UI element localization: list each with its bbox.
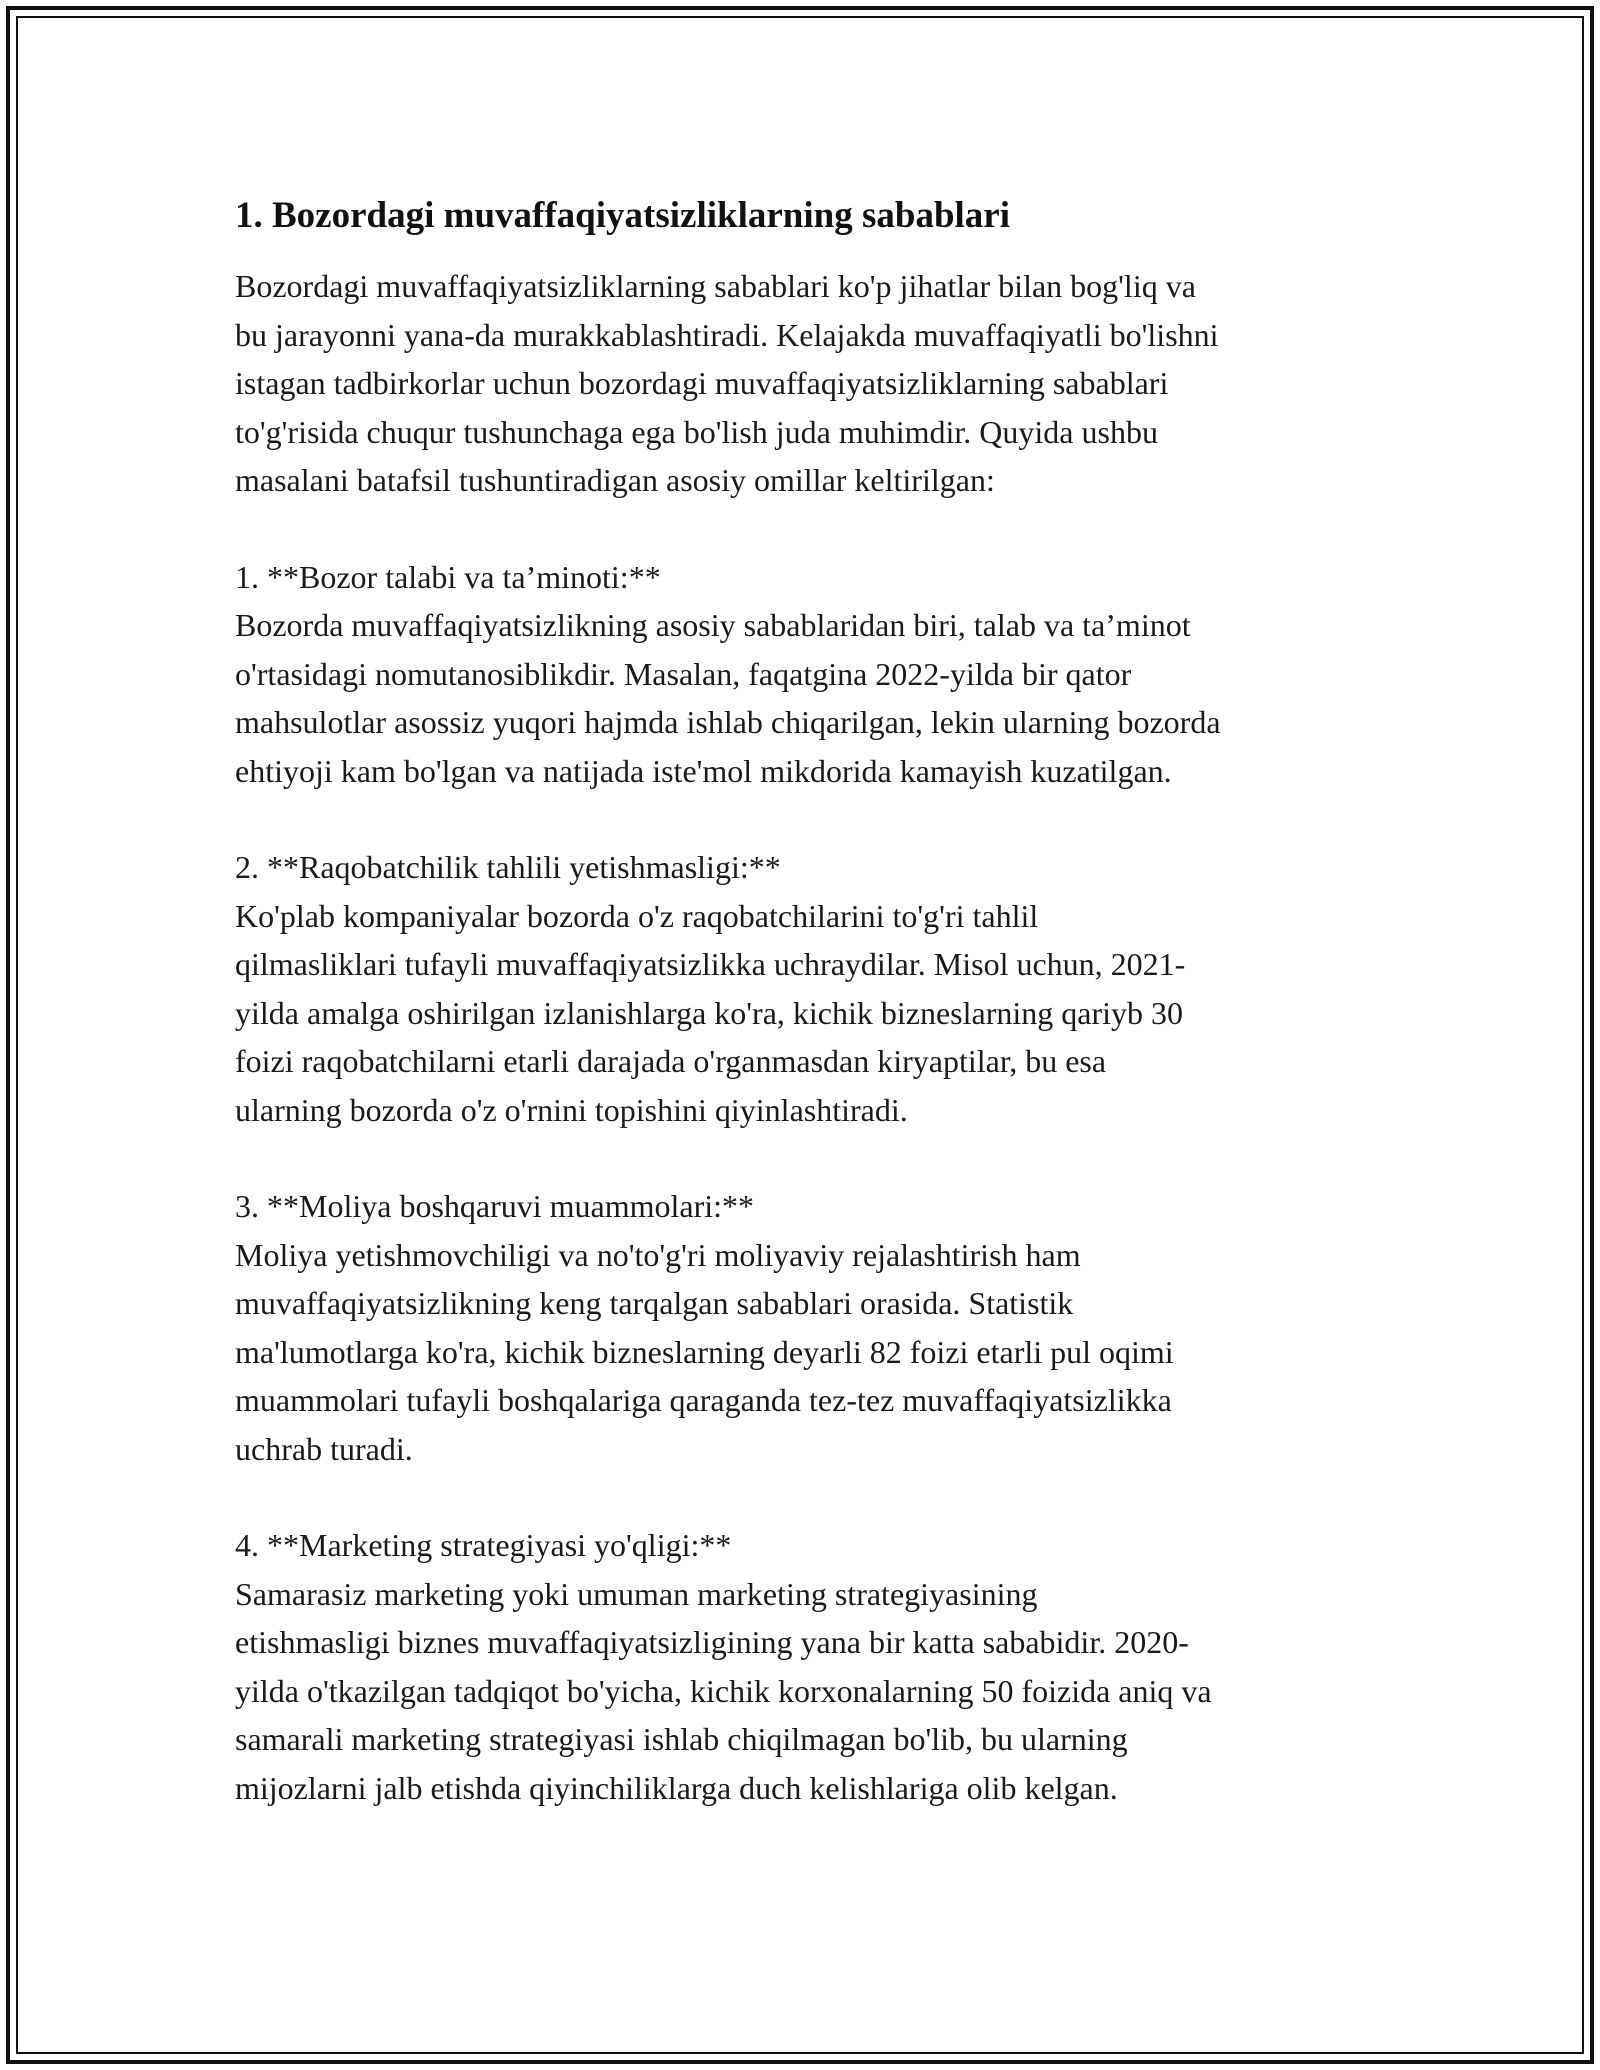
section-heading: 4. **Marketing strategiyasi yo'qligi:** <box>235 1527 732 1563</box>
section-heading: 1. **Bozor talabi va ta’minoti:** <box>235 558 661 595</box>
document-title: 1. Bozordagi muvaffaqiyatsizliklarning sabablari <box>235 195 1011 236</box>
section-body: Samarasiz marketing yoki umuman marketing strategiyasining etishmasligi biznes muvaffaqiyatsizligining yana bir katta sababidir. 2020- yilda o'tkazilgan tadqiqot bo'yicha, kichik korxonalarning 50 foizida aniq va samarali marketing strategiyasi ishlab chiqilmagan bo'lib, bu ularning mijozlarni jalb etishda qiyinchiliklarga duch kelishlariga olib kelgan. <box>235 1575 1212 1806</box>
section-finance-management <box>235 1182 1385 1473</box>
section-body: Ko'plab kompaniyalar bozorda o'z raqobatchilarini to'g'ri tahlil qilmasliklari tufayli muvaffaqiyatsizlikka uchraydilar. Misol uchun, 2021- yilda amalga oshirilgan izlanishlarga ko'ra, kichik bizneslarning qariyb 30 foizi raqobatchilarni etarli darajada o'rganmasdan kiryaptilar, bu esa ularning bozorda o'z o'rnini topishini qiyinlashtiradi. <box>235 897 1186 1128</box>
intro-paragraph: Bozordagi muvaffaqiyatsizliklarning sabablari ko'p jihatlar bilan bog'liq va bu jarayonni yana-da murakkablashtiradi. Kelajakda muvaffaqiyatli bo'lishni istagan tadbirkorlar uchun bozordagi muvaffaqiyatsizliklarning sabablari to'g'risida chuqur tushunchaga ega bo'lish juda muhimdir. Quyida ushbu masalani batafsil tushuntiradigan asosiy omillar keltirilgan: <box>235 268 1219 498</box>
section-competition-analysis <box>235 843 1385 1134</box>
section-marketing-strategy <box>235 1521 1385 1812</box>
section-market-demand <box>235 553 1385 796</box>
document-page <box>235 188 1385 1812</box>
section-heading: 3. **Moliya boshqaruvi muammolari:** <box>235 1188 755 1224</box>
section-body: Bozorda muvaffaqiyatsizlikning asosiy sabablaridan biri, talab va ta’minot o'rtasidagi nomutanosiblikdir. Masalan, faqatgina 2022-yilda bir qator mahsulotlar asossiz yuqori hajmda ishlab chiqarilgan, lekin ularning bozorda ehtiyoji kam bo'lgan va natijada iste'mol mikdorida kamayish kuzatilgan. <box>235 607 1221 789</box>
section-heading: 2. **Raqobatchilik tahlili yetishmasligi:** <box>235 849 781 885</box>
section-body: Moliya yetishmovchiligi va no'to'g'ri moliyaviy rejalashtirish ham muvaffaqiyatsizlikning keng tarqalgan sabablari orasida. Statistik ma'lumotlarga ko'ra, kichik bizneslarning deyarli 82 foizi etarli pul oqimi muammolari tufayli boshqalariga qaraganda tez-tez muvaffaqiyatsizlikka uchrab turadi. <box>235 1236 1174 1467</box>
